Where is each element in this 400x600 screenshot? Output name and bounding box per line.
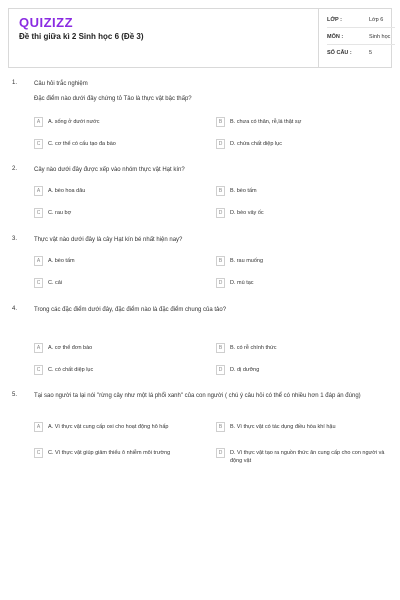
question-number: 4.: [12, 306, 18, 312]
option-text: A. cơ thể đơn bào: [48, 345, 93, 351]
option-letter: D: [216, 278, 225, 288]
question-text: Câu hỏi trắc nghiệm: [34, 81, 88, 87]
option-letter: C: [34, 365, 43, 375]
question-number: 1.: [12, 80, 18, 86]
option-text: C. cải: [48, 280, 63, 286]
option-letter: D: [216, 139, 225, 149]
question-number: 2.: [12, 166, 18, 172]
option-text: A. bèo tấm: [48, 258, 75, 264]
meta-subject-value: Sinh học: [369, 34, 391, 40]
option-text: A. sống ở dưới nước: [48, 119, 100, 125]
option-text: A. Vì thực vật cung cấp oxi cho hoạt động hô hấp: [48, 424, 169, 430]
option-letter: C: [34, 278, 43, 288]
option-text: D. Vì thực vật tạo ra nguồn thức ăn cung cấp cho con người và động vật: [230, 450, 385, 464]
option-text: B. bèo tấm: [230, 188, 257, 194]
document-title: Đề thi giữa kì 2 Sinh học 6 (Đề 3): [19, 32, 144, 41]
option-text: C. rau bợ: [48, 210, 72, 216]
option-letter: C: [34, 139, 43, 149]
meta-line: [327, 44, 395, 45]
option-text: C. cơ thể có cấu tạo đa bào: [48, 141, 116, 147]
option-letter: D: [216, 448, 225, 458]
option-letter: D: [216, 365, 225, 375]
meta-class-label: LỚP :: [327, 17, 342, 23]
option-text: B. chưa có thân, rễ,lá thật sự: [230, 119, 302, 125]
option-letter: A: [34, 422, 43, 432]
worksheet-header: [8, 8, 392, 68]
meta-class-value: Lớp 6: [369, 17, 384, 23]
question-text: Cây nào dưới đây được xếp vào nhóm thực vật Hạt kín?: [34, 167, 185, 173]
quizizz-logo: QUIZIZZ: [19, 15, 74, 30]
question-text: Tại sao người ta lại nói "rừng cây như một lá phổi xanh" của con người ( chú ý câu hỏi có thể có nhiều hơn 1 đáp án đúng): [34, 393, 361, 399]
option-text: C. Vì thực vật giúp giảm thiểu ô nhiễm môi trường: [48, 450, 171, 456]
option-letter: B: [216, 186, 225, 196]
question-number: 3.: [12, 236, 18, 242]
option-letter: B: [216, 343, 225, 353]
option-letter: A: [34, 256, 43, 266]
question-text: Trong các đặc điểm dưới đây, đặc điểm nào là đặc điểm chung của tảo?: [34, 307, 227, 313]
option-letter: B: [216, 256, 225, 266]
question-subtext: Đặc điểm nào dưới đây chứng tỏ Tảo là thực vật bậc thấp?: [34, 96, 192, 102]
header-divider: [318, 9, 319, 67]
meta-line: [327, 27, 395, 28]
option-text: C. có chất diệp lục: [48, 367, 94, 373]
option-letter: D: [216, 208, 225, 218]
option-text: D. mù tạc: [230, 280, 254, 286]
option-text: D. chứa chất diệp lục: [230, 141, 282, 147]
option-letter: A: [34, 117, 43, 127]
option-letter: B: [216, 422, 225, 432]
option-text: D. bèo vảy ốc: [230, 210, 264, 216]
option-text: D. dị dưỡng: [230, 367, 260, 373]
meta-subject-label: MÔN :: [327, 34, 344, 40]
question-number: 5.: [12, 392, 18, 398]
option-text: A. bèo hoa dâu: [48, 188, 86, 194]
option-text: B. rau muống: [230, 258, 264, 264]
option-letter: B: [216, 117, 225, 127]
option-letter: C: [34, 448, 43, 458]
question-text: Thực vật nào dưới đây là cây Hạt kín bé nhất hiện nay?: [34, 237, 183, 243]
option-text: B. Vì thực vật có tác dụng điều hòa khí hậu: [230, 424, 336, 430]
option-letter: A: [34, 343, 43, 353]
option-text: B. có rễ chính thức: [230, 345, 277, 351]
option-letter: A: [34, 186, 43, 196]
meta-count-label: SỐ CÂU :: [327, 50, 352, 56]
option-letter: C: [34, 208, 43, 218]
meta-count-value: 5: [369, 50, 373, 56]
